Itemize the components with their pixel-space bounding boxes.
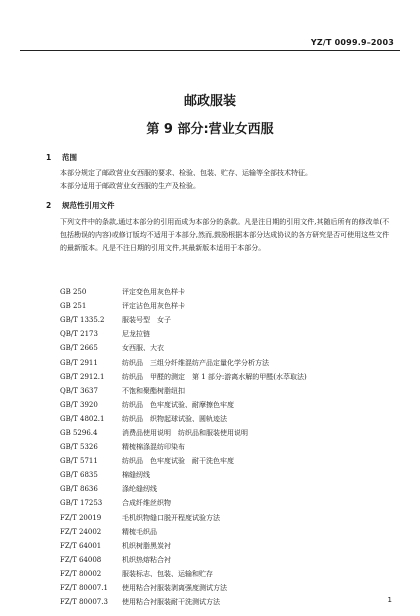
reference-code: GB 250 (60, 288, 87, 297)
reference-item (60, 370, 390, 384)
reference-code: GB/T 5326 (60, 443, 98, 452)
reference-code: GB/T 17253 (60, 499, 103, 508)
reference-title: 纺织品 色牢度试验 耐干洗色牢度 (122, 457, 234, 466)
reference-title: 纺织品 甲醛的测定 第 1 部分:游离水解的甲醛(水萃取法) (122, 372, 307, 381)
reference-code: GB/T 8636 (60, 485, 98, 494)
section-2-number: 2 (46, 201, 52, 210)
document-title: 邮政服装 (183, 94, 236, 109)
section-1-line-2: 本部分适用于邮政营业女西服的生产及检验。 (60, 182, 200, 190)
reference-item (60, 468, 390, 482)
reference-item (60, 511, 390, 525)
reference-code: FZ/T 64001 (60, 541, 102, 550)
reference-title: 精梳毛织品 (122, 527, 157, 536)
reference-code: GB/T 1335.2 (60, 316, 105, 325)
reference-item (60, 581, 390, 595)
section-1-line-1: 本部分规定了邮政营业女西服的要求、检验、包装、贮存、运输等全部技术特征。 (60, 169, 312, 177)
section-2-title: 规范性引用文件 (62, 201, 115, 210)
reference-code: GB/T 4802.1 (60, 414, 105, 423)
reference-title: 女西服、大衣 (122, 344, 164, 353)
reference-code: GB 5296.4 (60, 428, 98, 437)
reference-title: 棉缝纫线 (122, 471, 150, 480)
section-1-number: 1 (46, 153, 52, 162)
reference-item (60, 525, 390, 539)
reference-code: GB/T 5711 (60, 457, 98, 466)
reference-item (60, 384, 390, 398)
reference-item (60, 595, 390, 609)
reference-item (60, 313, 390, 327)
header-rule (20, 50, 400, 51)
reference-item (60, 496, 390, 510)
reference-code: FZ/T 24002 (60, 527, 102, 536)
reference-title: 纺织品 织物起球试验、圆轨迹法 (122, 414, 227, 423)
reference-item (60, 440, 390, 454)
reference-item (60, 285, 390, 299)
section-2-intro: 下列文件中的条款,通过本部分的引用而成为本部分的条款。凡是注日期的引用文件,其随后所有的修改单(不包括勘误的内容)或修订版均不适用于本部分,然而,鼓励根据本部分达成协议的各方研究是否可使用这些文件的最新版本。凡是不注日期的引用文件,其最新版本适用于本部分。 (60, 218, 390, 252)
reference-item (60, 341, 390, 355)
reference-code: QB/T 3637 (60, 386, 98, 395)
reference-item (60, 355, 390, 369)
section-1-heading (46, 152, 77, 163)
reference-title: 消费品使用说明 纺织品和服装使用说明 (122, 428, 248, 437)
reference-item (60, 398, 390, 412)
reference-title: 纺织品 三组分纤维混纺产品定量化学分析方法 (122, 358, 269, 367)
reference-code: GB/T 2665 (60, 344, 98, 353)
reference-item (60, 454, 390, 468)
reference-item (60, 482, 390, 496)
section-2-heading (46, 200, 115, 211)
document-subtitle: 第 9 部分:营业女西服 (146, 122, 274, 137)
reference-item (60, 299, 390, 313)
reference-code: QB/T 2173 (60, 330, 98, 339)
reference-item (60, 539, 390, 553)
reference-code: FZ/T 80007.3 (60, 598, 108, 607)
section-1-title: 范围 (62, 153, 77, 162)
reference-title: 合成纤维丝织物 (122, 499, 171, 508)
reference-title: 使用粘合衬服装耐干洗测试方法 (122, 598, 220, 607)
reference-code: FZ/T 80002 (60, 569, 102, 578)
reference-list (60, 285, 390, 609)
reference-title: 机织热熔粘合衬 (122, 555, 171, 564)
reference-code: FZ/T 80007.1 (60, 584, 108, 593)
reference-code: GB/T 6835 (60, 471, 98, 480)
reference-title: 涤纶缝纫线 (122, 485, 157, 494)
reference-title: 服装标志、包装、运输和贮存 (122, 569, 213, 578)
reference-title: 评定变色用灰色样卡 (122, 288, 185, 297)
reference-title: 服装号型 女子 (122, 316, 171, 325)
reference-item (60, 327, 390, 341)
reference-item (60, 567, 390, 581)
reference-code: FZ/T 64008 (60, 555, 102, 564)
reference-item (60, 412, 390, 426)
reference-title: 机织树脂黑炭衬 (122, 541, 171, 550)
reference-title: 尼龙拉链 (122, 330, 150, 339)
reference-code: GB/T 2912.1 (60, 372, 105, 381)
reference-item (60, 553, 390, 567)
reference-item (60, 426, 390, 440)
reference-title: 纺织品 色牢度试验、耐摩擦色牢度 (122, 400, 234, 409)
standard-code: YZ/T 0099.9–2003 (310, 38, 394, 47)
reference-code: GB/T 2911 (60, 358, 98, 367)
reference-title: 不饱和聚酯树脂纽扣 (122, 386, 185, 395)
reference-code: FZ/T 20019 (60, 513, 102, 522)
reference-title: 使用粘合衬服装剥离强度测试方法 (122, 584, 227, 593)
reference-code: GB 251 (60, 302, 87, 311)
page-number: 1 (387, 596, 392, 604)
reference-title: 评定沾色用灰色样卡 (122, 302, 185, 311)
reference-title: 毛机织物缝口脱开程度试验方法 (122, 513, 220, 522)
reference-code: GB/T 3920 (60, 400, 98, 409)
reference-title: 精梳棉涤混纺印染布 (122, 443, 185, 452)
